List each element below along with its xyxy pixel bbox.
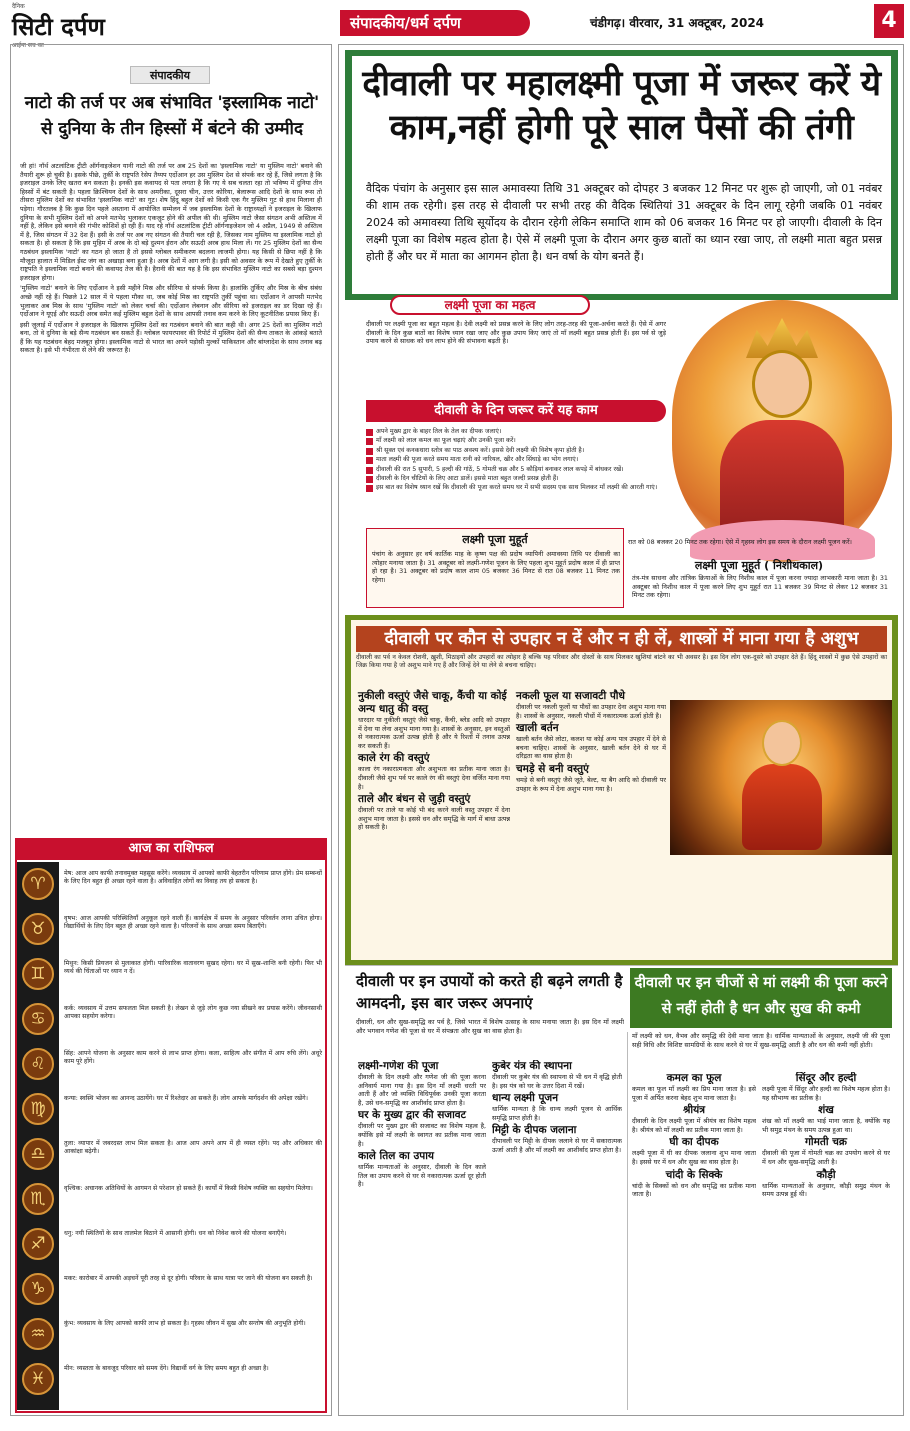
gift-text: दीवाली पर नकली फूलों या पौधों का उपहार देना अशुभ माना गया है। शास्त्रों के अनुसार, नकली पौधों में नकारात्मक ऊर्जा होती है। bbox=[516, 703, 666, 720]
rashifal-entry: वृषभ: आज आपकी परिस्थितियाँ अनुकूल रहने वाली हैं। कार्यक्षेत्र में समय के अनुसार परिवर्तन लाना उचित होगा। विद्यार्थियों के लिए दिन बहुत ही अच्छा रहने वाला है। परिजनों के साथ अच्छा समय बिताएँगे। bbox=[64, 915, 322, 931]
pooja-text: शंख को माँ लक्ष्मी का भाई माना जाता है, क्योंकि यह भी समुद्र मंथन के समय उत्पन्न हुआ था। bbox=[762, 1117, 890, 1134]
rashifal-entry: कुंभ: व्यवसाय के लिए आपको काफी लाभ हो सकता है। गृहस्थ जीवन में सुख और सन्तोष की अनुभूति होगी। bbox=[64, 1320, 306, 1327]
list-item bbox=[366, 484, 666, 492]
bullet-icon bbox=[366, 476, 373, 483]
cancer-icon: ♋ bbox=[22, 1003, 54, 1035]
rashifal-entry: मीन: व्यस्तता के बावजूद परिवार को समय देंगे। विद्यार्थी वर्ग के लिए समय बहुत ही अच्छा है। bbox=[64, 1365, 269, 1372]
gifts-column-1 bbox=[358, 690, 510, 834]
rashifal-entry: सिंह: आपने योजना के अनुसार काम करने से लाभ प्राप्त होगा। कला, साहित्य और संगीत में आप रुचि लेंगे। अधूरे काम पूरे होंगे। bbox=[64, 1050, 322, 1066]
editorial-headline: नाटो की तर्ज पर अब संभावित 'इस्लामिक नाटो' से दुनिया के तीन हिस्सों में बंटने की उम्मीद bbox=[24, 93, 320, 139]
list-item bbox=[366, 456, 666, 464]
muhurat-text: पंचांग के अनुसार हर वर्ष कार्तिक माह के कृष्ण पक्ष की प्रदोष व्यापिनी अमावस्या तिथि पर दीवाली का त्योहार मनाया जाता है। 31 अक्टूबर को लक्ष्मी-गणेश पूजन के लिए पहला शुभ मुहूर्त प्रदोष काल में ही प्राप्त हो रहा है। 31 अक्टूबर को प्रदोष काल शाम 05 बजकर 36 मिनट से रात 08 बजकर 11 मिनट तक रहेगा। bbox=[372, 550, 620, 584]
pooja-subhead: गोमती चक्र bbox=[804, 1136, 847, 1149]
lakshmi-photo-body bbox=[742, 764, 822, 850]
pisces-icon: ♓ bbox=[22, 1363, 54, 1395]
diwali-day-tag: दीवाली के दिन जरूर करें यह काम bbox=[366, 400, 666, 422]
pooja-subhead: श्रीयंत्र bbox=[682, 1104, 706, 1117]
pooja-subhead: शंख bbox=[818, 1104, 834, 1117]
gifts-intro: दीवाली का पर्व न केवल रोशनी, ख़ुशी, मिठाइयों और उपहारों का त्योहार है बल्कि यह परिवार और दोस्तों के साथ मिलकर खुशियां बांटने का भी अवसर है। इस दिन लोग एक-दूसरे को उपहार देते हैं। हिंदू शास्त्रों में कुछ ऐसे उपहारों का जिक्र किया गया है जो अशुभ माने गए हैं और जिन्हें देने या लेने से बचना चाहिए। bbox=[356, 654, 887, 670]
list-item bbox=[366, 447, 666, 455]
pooja-items-headline: दीवाली पर इन चीजों से मां लक्ष्मी की पूजा करने से नहीं होती है धन और सुख की कमी bbox=[634, 975, 888, 1017]
column-divider bbox=[627, 1032, 628, 1410]
rashifal-entry: कन्या: स्वस्थि भोजन का आनन्द उठायेंगे। घर में रिश्तेदार आ सकते हैं। लोग आपके मार्गदर्शन की अपेक्षा रखेंगे। bbox=[64, 1095, 308, 1102]
nishita-text: तंत्र-मंत्र साधना और तांत्रिक क्रियाओं के लिए निशीथ काल में पूजा करना ज्यादा लाभकारी माना जाता है। 31 अक्टूबर को निशीथ काल में पूजा करने लिए शुभ मुहूर्त रात 11 बजकर 39 मिनट से लेकर 12 बजकर 31 मिनट तक रहेगा। bbox=[632, 574, 888, 600]
remedy-text: धार्मिक मान्यताओं के अनुसार, दीवाली के दिन काले तिल का उपाय करने से घर से नकारात्मक ऊर्जा दूर होती है। bbox=[358, 1163, 486, 1189]
diwali-day-list bbox=[366, 428, 666, 494]
page-number: 4 bbox=[874, 4, 904, 38]
section-divider bbox=[345, 965, 898, 966]
gifts-column-2 bbox=[516, 690, 666, 795]
remedies-intro: दीवाली, धन और सुख-समृद्धि का पर्व है, जिसे भारत में विशेष उत्साह के साथ मनाया जाता है। इस दिन माँ लक्ष्मी और भगवान गणेश की पूजा से घर में संपन्नता और सुख का वास होता है। bbox=[356, 1018, 624, 1035]
editorial-body bbox=[20, 162, 322, 834]
list-item-text: श्री सूक्त एवं कनकधारा स्तोत्र का पाठ अवश्य करें। इससे देवी लक्ष्मी की विशेष कृपा होती है। bbox=[376, 446, 585, 454]
editorial-paragraph: इसी जुलाई में एर्दोआन ने इजराइल के खिलाफ मुस्लिम देशों का गठबंधन बनाने की बात कही थी। अगर 25 देशों का मुस्लिम नाटो बना, तो वे दुनिया के बड़े सैन्य गठबंधन बन सकते हैं। ग्लोबल फायरपावर की रिपोर्ट में मुस्लिम देशों की सैन्य ताकत के आंकड़े बताते हैं कि यह गठबंधन बेहद मजबूत होगा। इस्लामिक नाटो से भारत का अपने पड़ोसी मुल्कों पाकिस्तान और बांग्लादेश के साथ तनाव बढ़ सकता है। इसे भी गंभीरता से लेने की जरूरत है। bbox=[20, 320, 322, 355]
remedy-text: दीवाली के दिन लक्ष्मी और गणेश जी की पूजा करना अनिवार्य माना गया है। इस दिन माँ लक्ष्मी धरती पर आती हैं और जो व्यक्ति विधिपूर्वक उनकी पूजा करता है, उसे धन-समृद्धि का आशीर्वाद प्राप्त होता है। bbox=[358, 1073, 486, 1107]
pooja-items-column-1 bbox=[632, 1072, 756, 1408]
pooja-text: कमल का फूल माँ लक्ष्मी का प्रिय माना जाता है। इसे पूजा में अर्पित करना बेहद शुभ माना जाता है। bbox=[632, 1085, 756, 1102]
list-item bbox=[366, 466, 666, 474]
lakshmi-puja-tag: लक्ष्मी पूजा का महत्व bbox=[390, 295, 590, 315]
rashifal-entry: मकर: कारोबार में आपकी अड़चनें पूरी तरह से दूर होगी। परिवार के साथ यात्रा पर जाने की योजना बन सकती है। bbox=[64, 1275, 313, 1282]
bullet-icon bbox=[366, 448, 373, 455]
gift-subhead: ताले और बंधन से जुड़ी वस्तुएं bbox=[358, 793, 471, 806]
remedies-column-2 bbox=[492, 1060, 622, 1408]
list-item-text: इस बात का विशेष ध्यान रखें कि दीवाली की पूजा करते समय घर में सभी सदस्य एक साथ मिलकर माँ लक्ष्मी की आरती गाएं। bbox=[376, 484, 658, 492]
lakshmi-photo-face bbox=[762, 720, 802, 766]
remedy-subhead: घर के मुख्य द्वार की सजावट bbox=[358, 1109, 466, 1122]
pooja-subhead: सिंदूर और हल्दी bbox=[795, 1072, 857, 1084]
gift-subhead: काले रंग की वस्तुएं bbox=[358, 752, 430, 765]
gift-text: खाली बर्तन जैसे लोटा, कलश या कोई अन्य पात्र उपहार में देने से बचना चाहिए। शास्त्रों के अनुसार, खाली बर्तन देने से घर में दरिद्रता का वास होता है। bbox=[516, 735, 666, 761]
remedies-column-1 bbox=[358, 1060, 486, 1408]
bullet-icon bbox=[366, 438, 373, 445]
pooja-text: दीवाली की पूजा में गोमती चक्र का उपयोग करने से घर में धन और सुख-समृद्धि आती है। bbox=[762, 1149, 890, 1166]
rashifal-entry: मिथुन: किसी प्रियजन से मुलाकात होगी। पारिवारिक वातावरण सुखद रहेगा। घर में सुख-शान्ति बनी रहेगी। फिर भी व्यर्थ की चिंताओं पर ध्यान न दें। bbox=[64, 960, 322, 976]
rashifal-entry: कर्क: व्यवसाय में उत्तम सफलता मिल सकती है। लेखन से जुड़े लोग कुछ नया सीखने का प्रयास करेंगे। जीवनसाथी आपका सहयोग करेगा। bbox=[64, 1005, 322, 1021]
bullet-icon bbox=[366, 457, 373, 464]
bullet-icon bbox=[366, 429, 373, 436]
section-tag: संपादकीय/धर्म दर्पण bbox=[340, 10, 530, 36]
list-item-text: माता लक्ष्मी की पूजा करते समय माता रानी को नारियल, खीर और सिंघाड़े का भोग लगाएं। bbox=[376, 456, 579, 464]
pooja-text: चांदी के सिक्कों को धन और समृद्धि का प्रतीक माना जाता है। bbox=[632, 1181, 756, 1199]
rashifal-entry: वृश्चिक: अचानक अतिथियों के आगमन से परेशान हो सकते हैं। कार्यों में किसी विशेष व्यक्ति का सहयोग मिलेगा। bbox=[64, 1185, 313, 1192]
nishita-top-text: रात को 08 बजकर 20 मिनट तक रहेगा। ऐसे में गृहस्थ लोग इस समय के दौरान लक्ष्मी पूजन करें। bbox=[628, 538, 852, 546]
list-item bbox=[366, 475, 666, 483]
dateline: चंडीगढ़। वीरवार, 31 अक्टूबर, 2024 bbox=[590, 16, 765, 30]
editorial-paragraph: 'मुस्लिम नाटो' बनाने के लिए एर्दोआन ने इसी महीने मिस्र और सीरिया से संपर्क किया है। हालांकि तुर्किए और मिस्र के बीच संबंध अच्छे नहीं रहे हैं। पिछले 12 साल में ये पहला मौका था, जब कोई मिस्र का राष्ट्रपति तुर्की पहुंचा था। एर्दोआन ने आपसी मतभेद भुलाकर अब मिस्र के साथ 'मुस्लिम नाटो' को लेकर चर्चा की। एर्दोआन लेबनान और सीरिया को इजराइल का डर दिखा रहे हैं। एर्दोआन ने यूएई और सऊदी अरब समेत कई मुस्लिम बहुल देशों के साथ आपसी तनाव कम करने के लिए कूटनीतिक प्रयास किए हैं। bbox=[20, 284, 322, 319]
pooja-subhead: चांदी के सिक्के bbox=[665, 1168, 723, 1181]
gift-subhead: नुकीली वस्तुएं जैसे चाकू, कैंची या कोई अन्य धातु की वस्तु bbox=[358, 690, 507, 715]
editorial-tag: संपादकीय bbox=[130, 66, 210, 84]
newspaper-logo bbox=[12, 4, 105, 49]
remedy-subhead: कुबेर यंत्र की स्थापना bbox=[492, 1060, 572, 1072]
rashifal-icon-strip bbox=[17, 862, 59, 1410]
rashifal-entry: धनु: नयी स्थितियों के साथ तालमेल बिठाने में आसानी होगी। धन को निवेश करने की योजना बनाएँगे। bbox=[64, 1230, 287, 1237]
virgo-icon: ♍ bbox=[22, 1093, 54, 1125]
list-item bbox=[366, 428, 666, 436]
nishita-title: लक्ष्मी पूजा मुहूर्त ( निशीथकाल) bbox=[694, 559, 824, 572]
remedies-headline: दीवाली पर इन उपायों को करते ही बढ़ने लगती है आमदनी, इस बार जरूर अपनाएं bbox=[356, 972, 623, 1012]
aries-icon: ♈ bbox=[22, 868, 54, 900]
gift-text: दीवाली पर ताले या कोई भी बंद करने वाली वस्तु उपहार में देना अशुभ माना जाता है। इससे धन और समृद्धि के मार्ग में बाधा उत्पन्न हो सकती है। bbox=[358, 806, 510, 832]
sagittarius-icon: ♐ bbox=[22, 1228, 54, 1260]
libra-icon: ♎ bbox=[22, 1138, 54, 1170]
gemini-icon: ♊ bbox=[22, 958, 54, 990]
remedy-subhead: लक्ष्मी-गणेश की पूजा bbox=[358, 1060, 439, 1072]
logo-small-text: दैनिक bbox=[12, 3, 25, 10]
bullet-icon bbox=[366, 485, 373, 492]
logo-tagline: आईना सच का bbox=[12, 42, 44, 49]
remedy-text: दीवाली पर मुख्य द्वार की सजावट का विशेष महत्व है, क्योंकि इसे माँ लक्ष्मी के स्वागत का प्रतीक माना जाता है। bbox=[358, 1122, 486, 1148]
remedy-subhead: धान्य लक्ष्मी पूजन bbox=[492, 1092, 559, 1105]
hero-headline: दीवाली पर महालक्ष्मी पूजा में जरूर करें ये काम,नहीं होगी पूरे साल पैसों की तंगी bbox=[362, 64, 881, 148]
remedy-text: धार्मिक मान्यता है कि धान्य लक्ष्मी पूजन से आर्थिक समृद्धि प्राप्त होती है। bbox=[492, 1105, 622, 1122]
taurus-icon: ♉ bbox=[22, 913, 54, 945]
rashifal-title: आज का राशिफल bbox=[15, 838, 327, 860]
pooja-subhead: घी का दीपक bbox=[669, 1136, 719, 1149]
lakshmi-puja-text: दीवाली पर लक्ष्मी पूजा का बहुत महत्व है। देवी लक्ष्मी को प्रसन्न करने के लिए लोग तरह-तरह की पूजा-अर्चना करते हैं। ऐसे में अगर दीवाली के दिन कुछ बातों का विशेष ध्यान रखा जाए और कुछ उपाय किए जाएं तो माँ लक्ष्मी बहुत प्रसन्न होती हैं। इस पर्व से जुड़े उपाय करने से साधक को धन लाभ होने की संभावना बढ़ती है। bbox=[366, 320, 666, 346]
capricorn-icon: ♑ bbox=[22, 1273, 54, 1305]
pooja-text: लक्ष्मी पूजा में घी का दीपक जलाना शुभ माना जाता है। इससे घर में धन और सुख का वास होता है। bbox=[632, 1149, 756, 1166]
gift-text: काला रंग नकारात्मकता और अशुभता का प्रतीक माना जाता है। दीवाली जैसे शुभ पर्व पर काले रंग की वस्तुएं देना वर्जित माना गया है। bbox=[358, 765, 510, 791]
list-item bbox=[366, 437, 666, 445]
list-item-text: माँ लक्ष्मी को लाल कमल का फूल चढ़ाएं और उनकी पूजा करें। bbox=[376, 437, 516, 445]
gift-text: धारदार या नुकीली वस्तुएं जैसे चाकू, कैंची, ब्लेड आदि को उपहार में देना या लेना अशुभ माना गया है। शास्त्रों के अनुसार, इन वस्तुओं से नकारात्मक ऊर्जा उत्पन्न होती है और ये रिश्तों में तनाव उत्पन्न कर सकती हैं। bbox=[358, 716, 510, 750]
remedy-subhead: काले तिल का उपाय bbox=[358, 1150, 435, 1163]
list-item-text: दीवाली के दिन चीटियों के लिए आटा डालें। इससे माता बहुत जल्दी प्रसन्न होती हैं। bbox=[376, 475, 559, 483]
gifts-headline: दीवाली पर कौन से उपहार न दें और न ही लें, शास्त्रों में माना गया है अशुभ bbox=[356, 626, 887, 652]
list-item-text: अपने मुख्य द्वार के बाहर तिल के तेल का दीपक जलाएं। bbox=[376, 428, 502, 435]
rashifal-entry: तुला: व्यापार में जबरदस्त लाभ मिल सकता है। आज आप अपने आप में ही व्यस्त रहेंगे। पद और अधिकार की आकांक्षा बढ़ेगी। bbox=[64, 1140, 322, 1156]
pooja-items-column-2 bbox=[762, 1072, 890, 1408]
gift-text: चमड़े से बनी वस्तुएं जैसे जूते, बेल्ट, या बैग आदि को दीवाली पर उपहार के रूप में देना अशुभ माना गया है। bbox=[516, 775, 666, 793]
pooja-text: धार्मिक मान्यताओं के अनुसार, कौड़ी समुद्र मंथन के समय उत्पन्न हुई थी। bbox=[762, 1181, 890, 1199]
remedy-text: दीवाली पर कुबेर यंत्र की स्थापना से भी धन में वृद्धि होती है। इस यंत्र को घर के उत्तर दिशा में रखें। bbox=[492, 1073, 622, 1090]
leo-icon: ♌ bbox=[22, 1048, 54, 1080]
rashifal-entry: मेष: आज आप काफी तनावमुक्त महसूस करेंगे। व्यवसाय में आपको काफी बेहतरीन परिणाम प्राप्त होंगे। प्रेम सम्बन्धों के लिए दिन बहुत ही अच्छा रहने वाला है। अविवाहित लोगों का विवाह तय हो सकता है। bbox=[64, 870, 322, 886]
bullet-icon bbox=[366, 467, 373, 474]
pooja-text: दीवाली के दिन लक्ष्मी पूजा में श्रीयंत्र का विशेष महत्व है। श्रीयंत्र को माँ लक्ष्मी का प्रतीक माना जाता है। bbox=[632, 1117, 756, 1134]
remedy-text: दीपावली पर मिट्टी के दीपक जलाने से घर में सकारात्मक ऊर्जा आती है और माँ लक्ष्मी का आशीर्वाद प्राप्त होता है। bbox=[492, 1137, 622, 1154]
pooja-items-intro: माँ लक्ष्मी को धन, वैभव और समृद्धि की देवी माना जाता है। धार्मिक मान्यताओं के अनुसार, लक्ष्मी जी की पूजा सही विधि और विशिष्ट सामग्रियों के साथ करने से घर में सुख-समृद्धि आती है और धन की कमी नहीं होती। bbox=[632, 1032, 890, 1049]
list-item-text: दीवाली की रात 5 सुपारी, 5 हल्दी की गांठें, 5 गोमती चक्र और 5 कौड़ियां बनाकर लाल कपड़े में बांधकर रखें। bbox=[376, 465, 624, 473]
muhurat-title: लक्ष्मी पूजा मुहूर्त bbox=[462, 533, 528, 546]
scorpio-icon: ♏ bbox=[22, 1183, 54, 1215]
hero-intro: वैदिक पंचांग के अनुसार इस साल अमावस्या तिथि 31 अक्टूबर को दोपहर 3 बजकर 12 मिनट पर शुरू हो जाएगी, जो 01 नवंबर की शाम तक रहेगी। इस तरह से दीवाली पर सभी तरह की वैदिक स्थितियां 31 अक्टूबर के दिन लागू रहेगी जबकि 01 नवंबर 2024 को अमावस्या तिथि सूर्योदय के दौरान रहेगी लेकिन समाप्ति शाम को 06 बजकर 16 मिनट पर हो जाएगी। दीवाली के दिन लक्ष्मी पूजा का विशेष महत्व होता है। ऐसे में लक्ष्मी पूजा के दौरान अगर कुछ बातों का ध्यान रखा जाए, तो लक्ष्मी माता बहुत प्रसन्न होती हैं और घर में माता का आगमन होता है। धन वर्षा के योग बनते हैं। bbox=[366, 182, 882, 263]
gift-subhead: चमड़े से बनी वस्तुएं bbox=[516, 762, 589, 775]
lakshmi-face-shape bbox=[752, 350, 812, 418]
logo-text: सिटी दर्पण bbox=[12, 12, 105, 41]
pooja-text: लक्ष्मी पूजा में सिंदूर और हल्दी का विशेष महत्व होता है। यह सौभाग्य का प्रतीक है। bbox=[762, 1085, 890, 1102]
aquarius-icon: ♒ bbox=[22, 1318, 54, 1350]
gift-subhead: नकली फूल या सजावटी पौधे bbox=[516, 690, 625, 702]
remedy-subhead: मिट्टी के दीपक जलाना bbox=[492, 1124, 577, 1137]
gift-subhead: खाली बर्तन bbox=[516, 722, 559, 735]
pooja-subhead: कमल का फूल bbox=[666, 1072, 722, 1084]
editorial-paragraph: जी हां! नॉर्थ अटलांटिक ट्रीटी ऑर्गनाइजेशन यानी नाटो की तर्ज पर अब 25 देशों का 'इस्लामिक नाटो' या मुस्लिम नाटो' बनाने की तैयारी शुरू हो चुकी है। इसके पीछे, तुर्की के राष्ट्रपति रेसेप तैय्यप एर्दोआन हर उस मुस्लिम देश से संपर्क कर रहे हैं, जिसे लगता है कि इजराइल उनके लिए खतरा बन सकता है। इनकी इस कवायद से पता लगता है कि गए ये सब चलता रहा तो भविष्य में दुनिया तीन हिस्सों में बंट सकती है। पहला क्रिश्चियन देशों के साथ अमरीका, दूसरा चीन, उत्तर कोरिया, बेलारूस आदि देशों के साथ रूस तो तीसरा मुस्लिम देशों का संभावित 'इस्लामिक नाटो' का गुट। शेष हिंदू बहुल देशों को किसी एक गैर मुस्लिम गुट से हाथ मिलाना ही पड़ेगा। गौरतलब है कि कुछ दिन पहले अस्ताना में आयोजित सम्मेलन में जब इस्लामिक देशों के राष्ट्राध्यक्षों ने इजराइल के खिलाफ दुनिया के सभी मुस्लिम देशों को अपने मतभेद भुलाकर एकजुट होने की अपील की थी। मुस्लिम नाटो जैसा संगठन अभी अस्तित्व में नहीं है, लेकिन इसे बनाने की गंभीर कोशिशें हो रही हैं। याद रहे नॉर्थ अटलांटिक ट्रीटी ऑर्गनाइजेशन जो 4 अप्रैल, 1949 से अस्तित्व में है, जिस संगठन में 32 देश हैं। इसी के तर्ज पर अब नए संगठन की तैयारी चल रही है, जिसका नाम मुस्लिम या इस्लामिक नाटो हो सकता है। हो सकता है कि इस मुहिम में अरब के दो बड़े दुश्मन ईरान और सऊदी अरब हाथ मिला लें। गर 25 मुस्लिम देशों का सैन्य गठबंधन इस्लामिक 'नाटो' का गठन हो जाता है तो इससे ग्लोबल समीकरण बदलना लाजमी होगा। यह किसी से छिपा नहीं है कि मौजूदा हालात में मिडिल ईस्ट जंग का अखाड़ा बना हुआ है। अरब देशों में आग लगी है। इसी को अवसर के रूप में देखते हुए तुर्की के राष्ट्रपति ने इस्लामिक नाटो बनाने की कवायद तेज की है। हैरानी की बात यह है कि इस संभावित मुस्लिम नाटो का सबसे बड़ा दुश्मन इजराइल होगा। bbox=[20, 162, 322, 282]
pooja-subhead: कौड़ी bbox=[816, 1168, 836, 1181]
